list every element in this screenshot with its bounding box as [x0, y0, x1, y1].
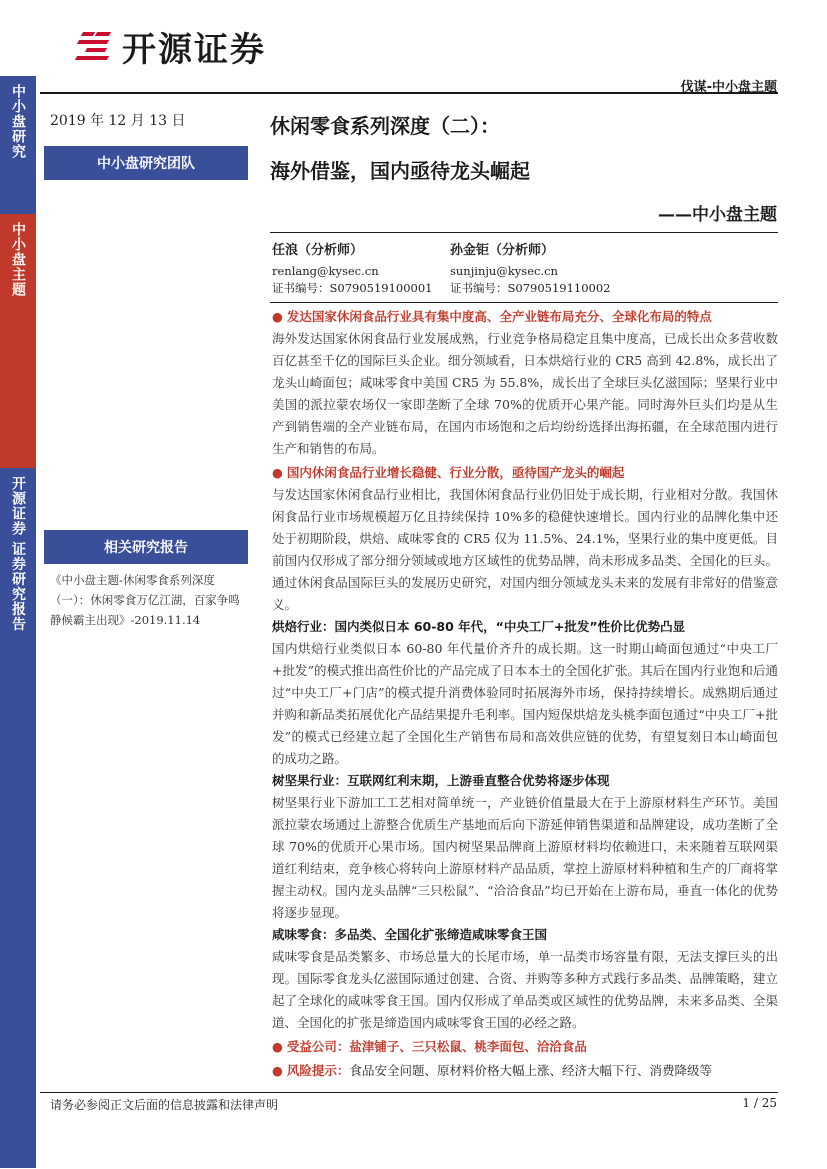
report-title-line2: 海外借鉴，国内亟待龙头崛起	[270, 159, 530, 183]
risk-text: 食品安全问题、原材料价格大幅上涨、经济大幅下行、消费降级等	[349, 1063, 712, 1078]
analyst-divider	[270, 302, 778, 303]
sidebar-section-theme: 中小盘主题	[0, 214, 36, 468]
subsection-heading: 树坚果行业：互联网红利末期，上游垂直整合优势将逐步体现	[272, 773, 610, 788]
analyst-cert: 证书编号：S0790519110002	[450, 281, 611, 295]
body-paragraph: 国内烘焙行业类似日本 60-80 年代量价齐升的成长期。这一时期山崎面包通过“中央工厂+批发”的模式推出高性价比的产品完成了日本本土的全国化扩张。其后在国内行业饱和后通过“中央工厂+门店”的模式提升消费体验同时拓展海外市场，保持持续增长。成熟期后通过并购和新品类拓展优化产品结果提升毛利率。国内短保烘焙龙头桃李面包通过“中央工厂+批发”的模式已经建立起了全国化生产销售布局和高效供应链的优势，有望复刻日本山崎面包的成功之路。	[272, 641, 778, 766]
analyst-card	[272, 242, 433, 297]
analyst-name: 孙金钜（分析师）	[450, 243, 555, 258]
report-title-line1: 休闲零食系列深度（二）：	[270, 114, 500, 138]
report-date: 2019 年 12 月 13 日	[50, 113, 186, 129]
report-category: 伐谋-中小盘主题	[680, 80, 777, 95]
footer-disclaimer: 请务必参阅正文后面的信息披露和法律声明	[50, 1098, 279, 1112]
analyst-email[interactable]: sunjinju@kysec.cn	[450, 264, 558, 278]
bullet-icon: ●	[272, 309, 283, 324]
body-paragraph: 树坚果行业下游加工工艺相对简单统一，产业链价值量最大在于上游原材料生产环节。美国派拉蒙农场通过上游整合优质生产基地而后向下游延伸销售渠道和品牌建设，成功垄断了全球 70%的优质开心果市场。国内树坚果品牌商上游原材料均依赖进口，未来随着互联网渠道红利结束，竞争核心将转向上游原材料产品品质，掌控上游原材料种植和生产的厂商将掌握主动权。国内龙头品牌“三只松鼠”、“洽洽食品”均已开始在上游布局，垂直一体化的优势将逐步显现。	[272, 795, 778, 920]
sidebar-section-report: 开源证券 证券研究报告	[0, 468, 36, 1168]
analyst-email[interactable]: renlang@kysec.cn	[272, 264, 379, 278]
body-paragraph: 与发达国家休闲食品行业相比，我国休闲食品行业仍旧处于成长期，行业相对分散。我国休闲食品行业市场规模超万亿且持续保持 10%多的稳健快速增长。国内行业的品牌化集中还处于初期阶段，烘焙、咸味零食的 CR5 仅为 11.5%、24.1%，坚果行业的集中度更低。目前国内仅形成了部分细分领域或地方区域性的优势品牌，尚未形成多品类、全国化的巨头。通过休闲食品国际巨头的发展历史研究，对国内细分领域龙头未来的发展有非常好的借鉴意义。	[272, 487, 778, 612]
sidebar-section-research: 中小盘研究	[0, 76, 36, 214]
page-number: 1 / 25	[742, 1096, 777, 1110]
bullet-icon: ●	[272, 1063, 283, 1078]
body-paragraph: 海外发达国家休闲食品行业发展成熟，行业竞争格局稳定且集中度高，已成长出众多营收数百亿甚至千亿的国际巨头企业。细分领域看，日本烘焙行业的 CR5 高到 42.8%，成长出了龙头山崎面包；咸味零食中美国 CR5 为 55.8%，成长出了全球巨头亿滋国际；坚果行业中美国的派拉蒙农场仅一家即垄断了全球 70%的优质开心果产能。同时海外巨头们均是从生产到销售端的全产业链布局，在国内市场饱和之后均纷纷选择出海拓疆，在全球范围内进行生产和销售的布局。	[272, 331, 778, 456]
bullet-icon: ●	[272, 465, 283, 480]
title-divider	[270, 232, 778, 233]
highlight-heading: ● 国内休闲食品行业增长稳健、行业分散，亟待国产龙头的崛起	[272, 465, 625, 480]
subsection-heading: 咸味零食：多品类、全国化扩张缔造咸味零食王国	[272, 927, 548, 942]
logo-text: 开源证券	[122, 29, 266, 70]
analyst-cert: 证书编号：S0790519100001	[272, 281, 433, 295]
body-paragraph: 咸味零食是品类繁多、市场总量大的长尾市场，单一品类市场容量有限，无法支撑巨头的出现。国际零食龙头亿滋国际通过创建、合资、并购等多种方式践行多品类、品牌策略，建立起了全球化的咸味零食王国。国内仅形成了单品类或区域性的优势品牌，未来多品类、全渠道、全国化的扩张是缔造国内咸味零食王国的必经之路。	[272, 949, 778, 1030]
related-reports-heading: 相关研究报告	[44, 530, 248, 564]
bullet-icon: ●	[272, 1039, 283, 1054]
analyst-name: 任浪（分析师）	[272, 243, 364, 258]
logo-mark-icon	[76, 26, 116, 66]
risk-warning	[272, 1060, 778, 1082]
footer-divider	[40, 1092, 778, 1093]
analyst-card	[450, 242, 611, 297]
report-body	[272, 304, 778, 1082]
brand-logo	[76, 26, 266, 70]
beneficiaries-heading: ● 受益公司：盐津铺子、三只松鼠、桃李面包、洽洽食品	[272, 1039, 587, 1054]
header-divider	[40, 92, 778, 94]
subsection-heading: 烘焙行业：国内类似日本 60-80 年代，“中央工厂+批发”性价比优势凸显	[272, 619, 686, 634]
highlight-heading: ● 发达国家休闲食品行业具有集中度高、全产业链布局充分、全球化布局的特点	[272, 309, 712, 324]
risk-label: 风险提示：	[286, 1063, 350, 1078]
related-report-link[interactable]: 《中小盘主题-休闲零食系列深度（一）：休闲零食万亿江湖，百家争鸣静候霸主出现》-2019.11.14	[50, 573, 240, 627]
report-subtitle: ——中小盘主题	[658, 205, 777, 225]
team-label: 中小盘研究团队	[44, 146, 248, 180]
